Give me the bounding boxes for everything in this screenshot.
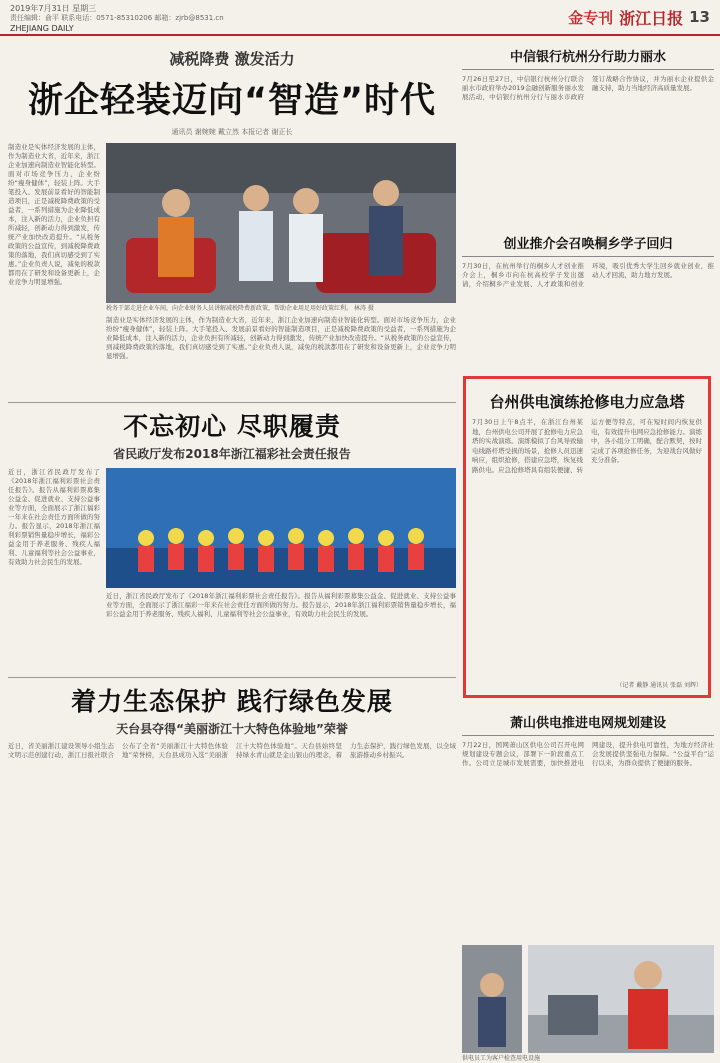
lead-body: 制造业是实体经济发展的主体，作为制造业大省，近年来，浙江企业加速向制造业智能化转型。面对市场竞争压力，企业纷纷“瘦身健体”，轻装上阵。大手笔投入、发展前景看好的智能制造项目，正是减税降费政策的受益者，一系列措施为企业降低成本，注入新的活力，企业负担有所减轻，创新动力得到激发，传统产业加快改造提升。“从税务政策的公益宣传，到减税降费政策的落地，我们真切感受到了实惠。”企业负责人说，减免的税款都用在了研发和设备更新上，企业竞争力明显增强。 — [8, 143, 100, 286]
bottom-right-body: 7月22日，国网萧山区供电公司召开电网规划建设专题会议，部署下一阶段重点工作。公司立足城市发展需要，加快推进电网建设，提升供电可靠性，为地方经济社会发展提供坚强电力保障。“公益平台”运行以来，为群众提供了便捷的服务。 — [462, 741, 714, 767]
page-header — [0, 0, 720, 36]
factory-scene-icon — [106, 143, 456, 303]
editor-info: 责任编辑：俞平 联系电话：0571-85310206 邮箱：zjrb@8531.cn — [10, 14, 224, 22]
power-body: 7月30日上午8点半，在浙江台州某地，台州供电公司开展了抢修电力应急塔的实战演练。演练模拟了台风导致输电线路杆塔受损的场景，抢修人员迅速响应，组织抢修，搭建应急塔，恢复线路供电。应急抢修塔具有组装便捷、转运方便等特点，可在短时间内恢复供电，有效提升电网应急抢修能力。演练中，各小组分工明确，配合默契，按时完成了各项抢修任务，为迎战台风做好充分准备。 — [472, 418, 702, 474]
startup-body: 7月30日，在杭州举行的桐乡人才创业推介会上，桐乡市向在杭高校学子发出邀请，介绍桐乡产业发展、人才政策和创业环境，吸引优秀大学生回乡就业创业，推动人才回流，助力地方发展。 — [462, 262, 714, 288]
section-name: 金专刊 — [568, 8, 614, 27]
bottom-photo-caption: 供电员工为客户检查用电设施 — [462, 1055, 541, 1062]
power-credit: （记者 戴静 通讯员 张磊 刘辉） — [616, 682, 702, 689]
bottom-photo-left — [462, 945, 522, 1053]
ecology-subhead: 天台县夺得“美丽浙江十大特色体验地”荣誉 — [116, 722, 348, 736]
charity-subhead: 省民政厅发布2018年浙江福彩社会责任报告 — [113, 447, 351, 461]
children-stage-icon — [106, 468, 456, 588]
service-photo-icon — [528, 945, 714, 1053]
charity-photo — [106, 468, 456, 588]
bank-headline: 中信银行杭州分行助力丽水 — [462, 40, 714, 70]
english-logo: ZHEJIANG DAILY — [10, 24, 74, 33]
bottom-right-headline: 萧山供电推进电网规划建设 — [462, 706, 714, 736]
divider — [8, 402, 456, 403]
power-article-highlight — [463, 376, 711, 698]
ecology-headline: 着力生态保护 践行绿色发展 — [71, 687, 393, 716]
power-headline: 台州供电演练抢修电力应急塔 — [489, 393, 685, 411]
bottom-right-article — [462, 706, 714, 1063]
charity-body: 近日，浙江省民政厅发布了《2018年浙江福利彩票社会责任报告》。报告从福利彩票募集公益金、促进就业、支持公益事业等方面，全面展示了浙江福彩一年来在社会责任方面所做的努力。报告显示，2018年浙江福利彩票销售量稳步增长，福彩公益金用于养老服务、残疾人福利、儿童福利等社会公益事业，有效助力社会民生的发展。 — [8, 468, 100, 566]
worker-photo-icon — [462, 945, 522, 1053]
charity-body-continued: 近日，浙江省民政厅发布了《2018年浙江福利彩票社会责任报告》。报告从福利彩票募集公益金、促进就业、支持公益事业等方面，全面展示了浙江福彩一年来在社会责任方面所做的努力。报告显示，2018年浙江福利彩票销售量稳步增长，福彩公益金用于养老服务、残疾人福利、儿童福利等社会公益事业，有效助力社会民生的发展。 — [106, 592, 456, 618]
lead-photo — [106, 143, 456, 303]
issue-date: 2019年7月31日 星期三 — [10, 4, 97, 13]
left-column — [8, 40, 456, 826]
page-number: 13 — [689, 8, 710, 26]
lead-body-continued: 制造业是实体经济发展的主体，作为制造业大省，近年来，浙江企业加速向制造业智能化转型。面对市场竞争压力，企业纷纷“瘦身健体”，轻装上阵。大手笔投入、发展前景看好的智能制造项目，正是减税降费政策的受益者，一系列措施为企业降低成本，注入新的活力，企业负担有所减轻，创新动力得到激发，传统产业加快改造提升。“从税务政策的公益宣传，到减税降费政策的落地，我们真切感受到了实惠。”企业负责人说，减免的税款都用在了研发和设备更新上，企业竞争力明显增强。 — [106, 316, 456, 360]
startup-headline: 创业推介会召唤桐乡学子回归 — [462, 227, 714, 257]
lead-kicker: 减税降费 激发活力 — [169, 50, 295, 68]
bottom-photo-right — [528, 945, 714, 1053]
right-column — [462, 40, 714, 362]
bank-body: 7月26日至27日，中信银行杭州分行联合丽水市政府举办2019金融创新服务丽水发展活动，中信银行杭州分行与丽水市政府签订战略合作协议，并为丽水企业提供金融支持，助力当地经济高质量发展。 — [462, 75, 714, 101]
masthead — [568, 3, 710, 31]
ecology-body: 近日，省美丽浙江建设领导小组生态文明示范创建行动，浙江日报社联合公布了全省“美丽浙江十大特色体验地”荣誉榜，天台县成功入选“美丽浙江十大特色体验地”。天台县始终坚持绿水青山就是金山银山的理念，着力生态保护，践行绿色发展，以全域旅游推动乡村振兴。 — [8, 742, 456, 759]
paper-name: 浙江日报 — [619, 8, 684, 28]
lead-byline: 通讯员 谢婉婉 戴立然 本报记者 谢正长 — [171, 128, 293, 136]
divider — [8, 677, 456, 678]
lead-photo-caption: 税务干部走进企业车间，向企业财务人员讲解减税降费新政策，帮助企业用足用好政策红利。 林涛 摄 — [106, 305, 374, 312]
lead-headline: 浙企轻装迈向“智造”时代 — [27, 81, 436, 121]
charity-headline: 不忘初心 尽职履责 — [123, 412, 341, 441]
